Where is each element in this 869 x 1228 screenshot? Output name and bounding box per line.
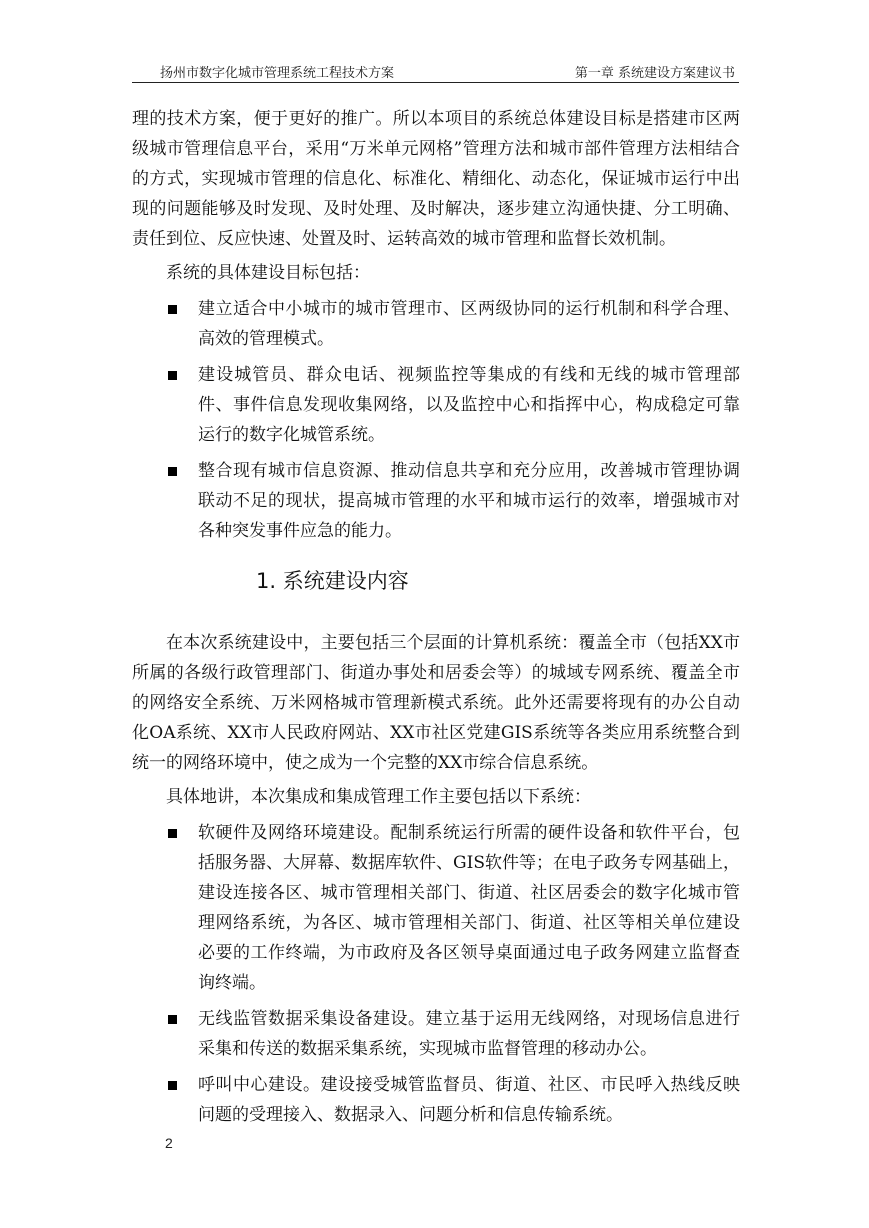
system-item-text: 呼叫中心建设。建设接受城管监督员、街道、社区、市民呼入热线反映问题的受理接入、数据录入、问题分析和信息传输系统。: [198, 1075, 740, 1125]
goal-text: 建立适合中小城市的城市管理市、区两级协同的运行机制和科学合理、高效的管理模式。: [198, 299, 740, 349]
items-lead: 具体地讲，本次集成和集成管理工作主要包括以下系统：: [166, 787, 591, 807]
goal-text: 建设城管员、群众电话、视频监控等集成的有线和无线的城市管理部件、事件信息发现收集网络，以及监控中心和指挥中心，构成稳定可靠运行的数字化城管系统。: [198, 365, 740, 445]
goal-item: [132, 456, 740, 546]
bullet-square-icon: [168, 305, 177, 314]
section-paragraph: 在本次系统建设中，主要包括三个层面的计算机系统：覆盖全市（包括XX市所属的各级行政管理部门、街道办事处和居委会等）的城域专网系统、覆盖全市的网络安全系统、万米网格城市管理新模式系统。此外还需要将现有的办公自动化OA系统、XX市人民政府网站、XX市社区党建GIS系统等各类应用系统整合到统一的网络环境中，使之成为一个完整的XX市综合信息系统。: [132, 633, 740, 773]
goal-text: 整合现有城市信息资源、推动信息共享和充分应用，改善城市管理协调联动不足的现状，提高城市管理的水平和城市运行的效率，增强城市对各种突发事件应急的能力。: [198, 461, 740, 541]
system-item-text: 无线监管数据采集设备建设。建立基于运用无线网络，对现场信息进行采集和传送的数据采集系统，实现城市监督管理的移动办公。: [198, 1009, 740, 1059]
bullet-square-icon: [168, 467, 177, 476]
page-header: [132, 60, 739, 83]
goal-item: [132, 360, 740, 450]
bullet-square-icon: [168, 371, 177, 380]
system-item: [132, 1070, 740, 1130]
bullet-square-icon: [168, 829, 177, 838]
bullet-square-icon: [168, 1015, 177, 1024]
bullet-square-icon: [168, 1081, 177, 1090]
system-item: [132, 1004, 740, 1064]
goals-lead: 系统的具体建设目标包括：: [166, 263, 370, 283]
page-content: [132, 104, 740, 1130]
intro-paragraph: 理的技术方案，便于更好的推广。所以本项目的系统总体建设目标是搭建市区两级城市管理信息平台，采用“万米单元网格”管理方法和城市部件管理方法相结合的方式，实现城市管理的信息化、标准化、精细化、动态化，保证城市运行中出现的问题能够及时发现、及时处理、及时解决，逐步建立沟通快捷、分工明确、责任到位、反应快速、处置及时、运转高效的城市管理和监督长效机制。: [132, 109, 740, 249]
section-heading: 1. 系统建设内容: [256, 569, 409, 593]
header-chapter-title: 第一章 系统建设方案建议书: [574, 66, 735, 81]
page-number: 2: [165, 1135, 173, 1151]
goal-item: [132, 294, 740, 354]
system-item: [132, 818, 740, 998]
header-document-title: 扬州市数字化城市管理系统工程技术方案: [160, 66, 395, 81]
system-item-text: 软硬件及网络环境建设。配制系统运行所需的硬件设备和软件平台，包括服务器、大屏幕、数据库软件、GIS软件等；在电子政务专网基础上，建设连接各区、城市管理相关部门、街道、社区居委会的数字化城市管理网络系统，为各区、城市管理相关部门、街道、社区等相关单位建设必要的工作终端，为市政府及各区领导桌面通过电子政务网建立监督查询终端。: [198, 823, 740, 993]
